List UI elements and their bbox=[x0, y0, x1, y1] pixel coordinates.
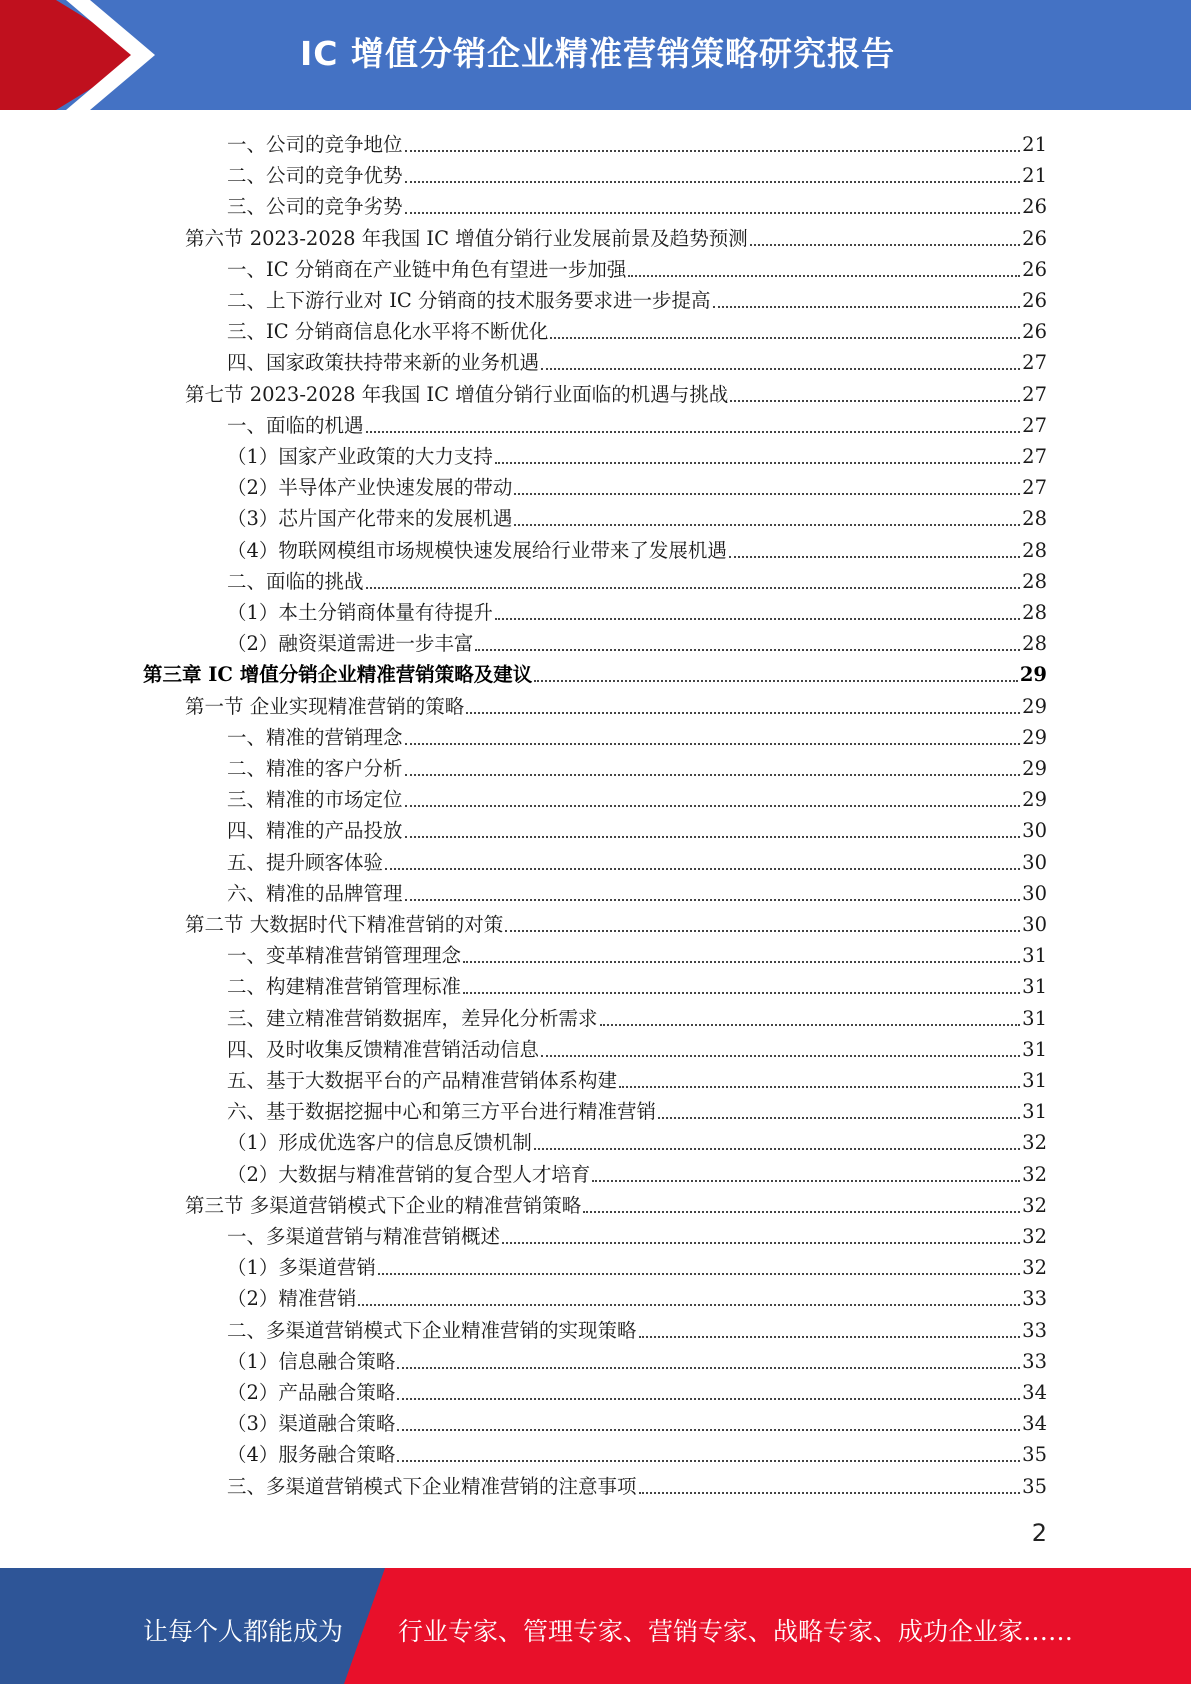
toc-entry-page: 27 bbox=[1022, 476, 1047, 499]
toc-entry[interactable] bbox=[227, 314, 1047, 345]
toc-entry[interactable] bbox=[227, 1001, 1047, 1032]
toc-leader-dots bbox=[658, 1117, 1020, 1119]
toc-leader-dots bbox=[397, 1429, 1020, 1431]
toc-entry-page: 27 bbox=[1022, 445, 1047, 468]
toc-leader-dots bbox=[505, 930, 1020, 932]
toc-leader-dots bbox=[514, 493, 1020, 495]
toc-entry-title: 四、国家政策扶持带来新的业务机遇 bbox=[227, 351, 540, 374]
toc-leader-dots bbox=[405, 805, 1021, 807]
toc-leader-dots bbox=[366, 587, 1021, 589]
toc-entry[interactable] bbox=[227, 283, 1047, 314]
toc-leader-dots bbox=[405, 181, 1021, 183]
toc-entry[interactable] bbox=[227, 1063, 1047, 1094]
toc-leader-dots bbox=[378, 1273, 1020, 1275]
toc-entry-title: 第七节 2023-2028 年我国 IC 增值分销行业面临的机遇与挑战 bbox=[185, 383, 729, 406]
toc-entry-title: （3）芯片国产化带来的发展机遇 bbox=[227, 507, 513, 530]
toc-leader-dots bbox=[729, 556, 1020, 558]
toc-leader-dots bbox=[466, 712, 1020, 714]
toc-entry-page: 32 bbox=[1022, 1131, 1047, 1154]
toc-entry-page: 29 bbox=[1019, 663, 1047, 686]
toc-entry-page: 33 bbox=[1022, 1319, 1047, 1342]
toc-leader-dots bbox=[358, 1304, 1020, 1306]
toc-entry[interactable] bbox=[227, 1094, 1047, 1125]
toc-entry-page: 32 bbox=[1022, 1194, 1047, 1217]
toc-entry[interactable] bbox=[227, 626, 1047, 657]
toc-leader-dots bbox=[628, 275, 1020, 277]
toc-entry[interactable] bbox=[227, 158, 1047, 189]
toc-entry[interactable] bbox=[227, 408, 1047, 439]
toc-entry[interactable] bbox=[227, 533, 1047, 564]
toc-entry[interactable] bbox=[227, 751, 1047, 782]
toc-entry-title: （2）融资渠道需进一步丰富 bbox=[227, 632, 474, 655]
toc-leader-dots bbox=[550, 337, 1020, 339]
toc-entry-title: 二、公司的竞争优势 bbox=[227, 164, 403, 187]
toc-leader-dots bbox=[397, 1367, 1020, 1369]
toc-entry-page: 35 bbox=[1022, 1475, 1047, 1498]
toc-entry[interactable] bbox=[227, 439, 1047, 470]
toc-entry-title: （2）大数据与精准营销的复合型人才培育 bbox=[227, 1163, 591, 1186]
toc-leader-dots bbox=[366, 431, 1021, 433]
toc-entry-page: 31 bbox=[1022, 1100, 1047, 1123]
toc-leader-dots bbox=[495, 462, 1020, 464]
toc-section-entry[interactable] bbox=[185, 1188, 1047, 1219]
toc-entry-title: （4）物联网模组市场规模快速发展给行业带来了发展机遇 bbox=[227, 539, 727, 562]
toc-entry-title: 五、基于大数据平台的产品精准营销体系构建 bbox=[227, 1069, 618, 1092]
toc-leader-dots bbox=[397, 1398, 1020, 1400]
toc-section-entry[interactable] bbox=[185, 907, 1047, 938]
toc-entry[interactable] bbox=[227, 720, 1047, 751]
toc-entry-title: 二、上下游行业对 IC 分销商的技术服务要求进一步提高 bbox=[227, 289, 711, 312]
toc-entry-page: 31 bbox=[1022, 975, 1047, 998]
toc-entry-title: 第一节 企业实现精准营销的策略 bbox=[185, 695, 465, 718]
toc-entry-title: 三、公司的竞争劣势 bbox=[227, 195, 403, 218]
toc-leader-dots bbox=[534, 680, 1018, 682]
toc-entry-title: （1）多渠道营销 bbox=[227, 1256, 376, 1279]
toc-leader-dots bbox=[405, 212, 1021, 214]
toc-entry-title: （1）本土分销商体量有待提升 bbox=[227, 601, 493, 624]
toc-entry-page: 31 bbox=[1022, 1069, 1047, 1092]
toc-leader-dots bbox=[385, 868, 1020, 870]
toc-entry-title: （2）精准营销 bbox=[227, 1287, 357, 1310]
page-footer bbox=[0, 1568, 1191, 1684]
toc-section-entry[interactable] bbox=[185, 689, 1047, 720]
toc-entry[interactable] bbox=[227, 1157, 1047, 1188]
toc-leader-dots bbox=[750, 244, 1020, 246]
toc-entry-page: 28 bbox=[1022, 570, 1047, 593]
toc-entry[interactable] bbox=[227, 1469, 1047, 1500]
toc-entry-page: 32 bbox=[1022, 1256, 1047, 1279]
toc-leader-dots bbox=[495, 618, 1020, 620]
toc-leader-dots bbox=[475, 649, 1020, 651]
toc-entry-title: （2）半导体产业快速发展的带动 bbox=[227, 476, 513, 499]
toc-entry-page: 28 bbox=[1022, 632, 1047, 655]
toc-entry[interactable] bbox=[227, 1406, 1047, 1437]
toc-entry-page: 30 bbox=[1022, 913, 1047, 936]
toc-entry-title: （4）服务融合策略 bbox=[227, 1443, 396, 1466]
toc-entry-page: 28 bbox=[1022, 507, 1047, 530]
footer-slogan-left: 让每个人都能成为 bbox=[143, 1617, 344, 1646]
footer-slogan-right: 行业专家、管理专家、营销专家、战略专家、成功企业家…… bbox=[398, 1617, 1074, 1646]
toc-entry-title: 一、IC 分销商在产业链中角色有望进一步加强 bbox=[227, 258, 627, 281]
toc-leader-dots bbox=[592, 1180, 1020, 1182]
toc-entry[interactable] bbox=[227, 969, 1047, 1000]
toc-entry-page: 32 bbox=[1022, 1163, 1047, 1186]
toc-entry[interactable] bbox=[227, 470, 1047, 501]
toc-entry-page: 33 bbox=[1022, 1350, 1047, 1373]
toc-entry-title: 六、基于数据挖掘中心和第三方平台进行精准营销 bbox=[227, 1100, 657, 1123]
toc-entry[interactable] bbox=[227, 189, 1047, 220]
toc-entry-page: 28 bbox=[1022, 601, 1047, 624]
toc-entry[interactable] bbox=[227, 813, 1047, 844]
toc-entry-title: 二、多渠道营销模式下企业精准营销的实现策略 bbox=[227, 1319, 637, 1342]
toc-entry-page: 34 bbox=[1022, 1412, 1047, 1435]
toc-leader-dots bbox=[463, 992, 1020, 994]
toc-leader-dots bbox=[405, 836, 1021, 838]
toc-entry[interactable] bbox=[227, 876, 1047, 907]
toc-entry-title: 四、精准的产品投放 bbox=[227, 819, 403, 842]
toc-entry-page: 27 bbox=[1022, 414, 1047, 437]
toc-entry-page: 21 bbox=[1022, 133, 1047, 156]
toc-entry[interactable] bbox=[227, 845, 1047, 876]
toc-leader-dots bbox=[502, 1242, 1020, 1244]
toc-entry-page: 26 bbox=[1022, 258, 1047, 281]
toc-leader-dots bbox=[397, 1460, 1020, 1462]
toc-entry[interactable] bbox=[227, 252, 1047, 283]
toc-entry-title: 二、面临的挑战 bbox=[227, 570, 364, 593]
toc-leader-dots bbox=[541, 1055, 1020, 1057]
toc-entry-title: （1）形成优选客户的信息反馈机制 bbox=[227, 1131, 532, 1154]
toc-section-entry[interactable] bbox=[185, 221, 1047, 252]
toc-entry-title: （1）国家产业政策的大力支持 bbox=[227, 445, 493, 468]
toc-entry-page: 27 bbox=[1022, 351, 1047, 374]
toc-leader-dots bbox=[583, 1211, 1020, 1213]
toc-entry[interactable] bbox=[227, 1281, 1047, 1312]
toc-entry-title: 四、及时收集反馈精准营销活动信息 bbox=[227, 1038, 540, 1061]
toc-entry[interactable] bbox=[227, 1250, 1047, 1281]
toc-entry-title: 六、精准的品牌管理 bbox=[227, 882, 403, 905]
toc-leader-dots bbox=[619, 1086, 1020, 1088]
toc-entry-title: 三、建立精准营销数据库，差异化分析需求 bbox=[227, 1007, 598, 1030]
toc-entry-page: 34 bbox=[1022, 1381, 1047, 1404]
toc-entry-title: 一、公司的竞争地位 bbox=[227, 133, 403, 156]
toc-entry[interactable] bbox=[227, 1375, 1047, 1406]
toc-entry-page: 32 bbox=[1022, 1225, 1047, 1248]
toc-leader-dots bbox=[534, 1148, 1020, 1150]
toc-leader-dots bbox=[713, 306, 1021, 308]
toc-entry-page: 30 bbox=[1022, 882, 1047, 905]
report-title: IC 增值分销企业精准营销策略研究报告 bbox=[300, 34, 895, 73]
toc-entry-title: 三、IC 分销商信息化水平将不断优化 bbox=[227, 320, 549, 343]
page-header bbox=[0, 0, 1191, 110]
toc-entry-title: （2）产品融合策略 bbox=[227, 1381, 396, 1404]
toc-entry-page: 26 bbox=[1022, 227, 1047, 250]
toc-entry-title: （1）信息融合策略 bbox=[227, 1350, 396, 1373]
toc-entry[interactable] bbox=[227, 1313, 1047, 1344]
toc-entry-page: 29 bbox=[1022, 757, 1047, 780]
toc-entry-page: 27 bbox=[1022, 383, 1047, 406]
toc-entry[interactable] bbox=[227, 564, 1047, 595]
toc-entry-title: 第二节 大数据时代下精准营销的对策 bbox=[185, 913, 504, 936]
toc-leader-dots bbox=[514, 524, 1020, 526]
toc-entry-page: 30 bbox=[1022, 851, 1047, 874]
toc-entry-page: 21 bbox=[1022, 164, 1047, 187]
toc-entry-title: 三、多渠道营销模式下企业精准营销的注意事项 bbox=[227, 1475, 637, 1498]
toc-entry[interactable] bbox=[227, 595, 1047, 626]
toc-entry-page: 35 bbox=[1022, 1443, 1047, 1466]
toc-entry-title: 二、构建精准营销管理标准 bbox=[227, 975, 462, 998]
toc-entry-title: 五、提升顾客体验 bbox=[227, 851, 384, 874]
toc-entry-title: （3）渠道融合策略 bbox=[227, 1412, 396, 1435]
page-number: 2 bbox=[1031, 1519, 1047, 1547]
toc-entry-title: 一、面临的机遇 bbox=[227, 414, 364, 437]
toc-leader-dots bbox=[639, 1336, 1021, 1338]
toc-section-entry[interactable] bbox=[185, 377, 1047, 408]
toc-entry[interactable] bbox=[227, 938, 1047, 969]
toc-entry-page: 31 bbox=[1022, 944, 1047, 967]
toc-entry[interactable] bbox=[227, 1032, 1047, 1063]
toc-entry-title: 第三章 IC 增值分销企业精准营销策略及建议 bbox=[143, 663, 533, 686]
toc-entry-page: 30 bbox=[1022, 819, 1047, 842]
toc-entry-page: 26 bbox=[1022, 195, 1047, 218]
toc-entry-title: 一、多渠道营销与精准营销概述 bbox=[227, 1225, 501, 1248]
toc-entry-page: 33 bbox=[1022, 1287, 1047, 1310]
toc-entry-page: 28 bbox=[1022, 539, 1047, 562]
toc-entry-title: 一、精准的营销理念 bbox=[227, 726, 403, 749]
toc-entry-page: 26 bbox=[1022, 289, 1047, 312]
toc-entry-title: 第三节 多渠道营销模式下企业的精准营销策略 bbox=[185, 1194, 582, 1217]
toc-entry-title: 三、精准的市场定位 bbox=[227, 788, 403, 811]
toc-entry[interactable] bbox=[227, 1344, 1047, 1375]
toc-leader-dots bbox=[405, 774, 1021, 776]
toc-entry-title: 二、精准的客户分析 bbox=[227, 757, 403, 780]
toc-leader-dots bbox=[405, 743, 1021, 745]
toc-entry-page: 31 bbox=[1022, 1007, 1047, 1030]
toc-leader-dots bbox=[405, 899, 1021, 901]
toc-entry[interactable] bbox=[227, 782, 1047, 813]
toc-entry[interactable] bbox=[227, 501, 1047, 532]
toc-entry-page: 29 bbox=[1022, 726, 1047, 749]
toc-leader-dots bbox=[463, 961, 1020, 963]
toc-chapter-entry[interactable] bbox=[143, 657, 1047, 688]
toc-entry[interactable] bbox=[227, 345, 1047, 376]
toc-leader-dots bbox=[600, 1024, 1021, 1026]
toc-entry[interactable] bbox=[227, 1437, 1047, 1468]
toc-entry-title: 一、变革精准营销管理理念 bbox=[227, 944, 462, 967]
toc-entry-page: 29 bbox=[1022, 695, 1047, 718]
toc-entry-page: 31 bbox=[1022, 1038, 1047, 1061]
toc-entry-title: 第六节 2023-2028 年我国 IC 增值分销行业发展前景及趋势预测 bbox=[185, 227, 748, 250]
toc-entry-page: 29 bbox=[1022, 788, 1047, 811]
toc-entry[interactable] bbox=[227, 127, 1047, 158]
toc-leader-dots bbox=[639, 1492, 1021, 1494]
toc-leader-dots bbox=[541, 368, 1020, 370]
toc-leader-dots bbox=[730, 400, 1020, 402]
toc-entry[interactable] bbox=[227, 1125, 1047, 1156]
toc-entry-page: 26 bbox=[1022, 320, 1047, 343]
toc-entry[interactable] bbox=[227, 1219, 1047, 1250]
toc-leader-dots bbox=[405, 150, 1021, 152]
